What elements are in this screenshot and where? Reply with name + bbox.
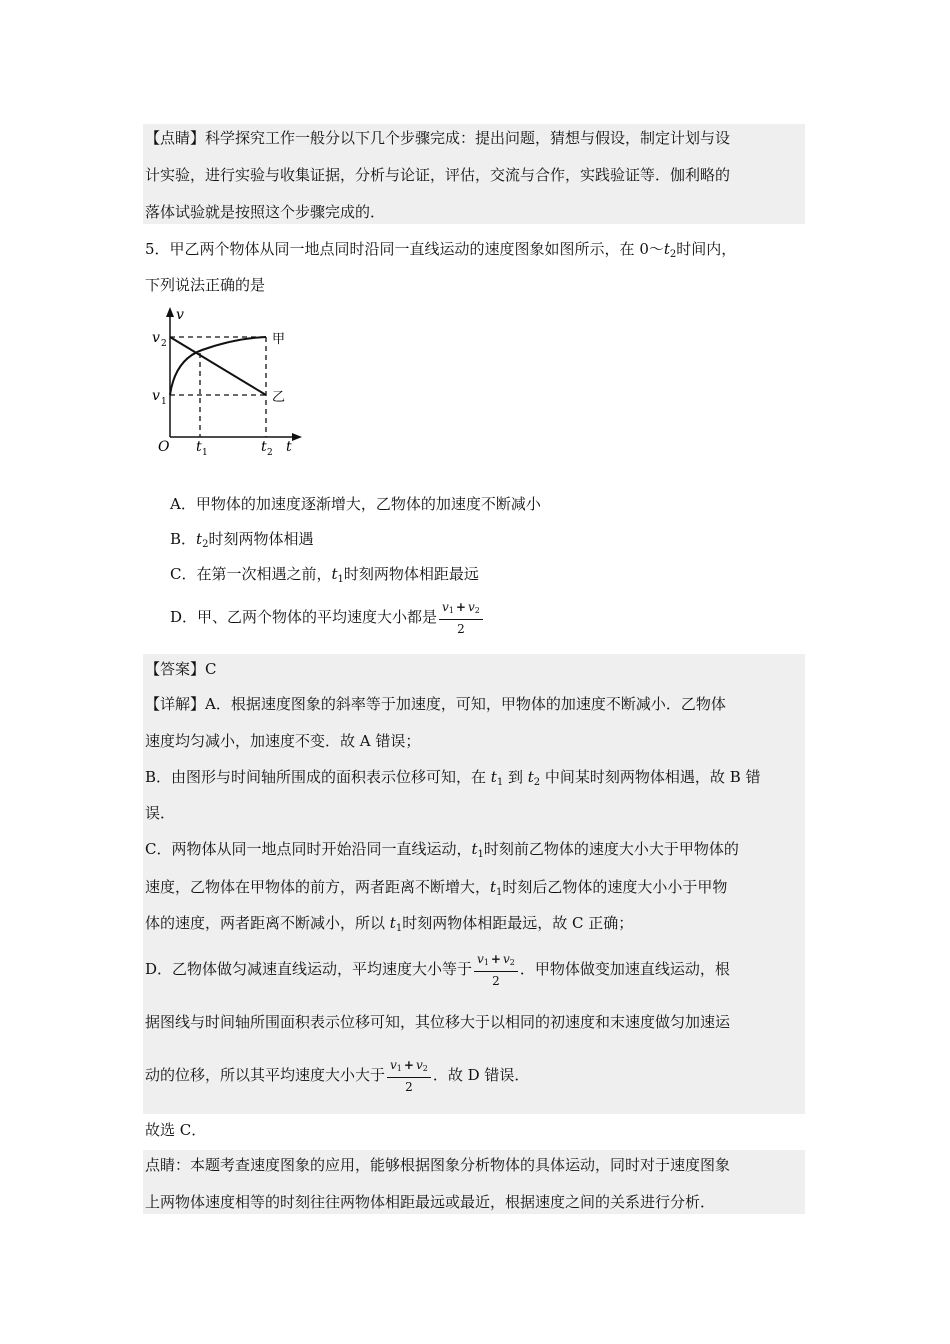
question-line-1 (145, 239, 736, 265)
graph-label-jia: 甲 (272, 332, 286, 347)
graph-label-v2-sub: 2 (161, 339, 167, 349)
graph-label-v1-sub: 1 (161, 397, 167, 407)
fraction-avg-velocity: $\frac{v_1 + v_2}{2}$ (387, 1058, 431, 1094)
detail-b-t1: t (490, 768, 497, 786)
option-b-pre: B． (170, 530, 197, 548)
question-t2: t (663, 240, 670, 258)
detail-b-line-2: 误． (145, 804, 176, 822)
detail-c3-post: 时刻两物体相距最远，故 C 正确； (402, 914, 634, 932)
dianjing-line-2: 计实验，进行实验与收集证据，分析与论证，评估，交流与合作，实践验证等．伽利略的 (145, 166, 731, 184)
detail-b-mid: 到 (503, 768, 528, 786)
detail-d1-post: ．甲物体做变加速直线运动，根 (519, 960, 730, 978)
option-c-t: t (331, 565, 338, 583)
graph-label-v1: v (152, 388, 160, 404)
detail-c3-pre: 体的速度，两者距离不断减小，所以 (145, 914, 390, 932)
question-text-pre: 5．甲乙两个物体从同一地点同时沿同一直线运动的速度图象如图所示，在 0～ (145, 240, 664, 258)
detail-c1-pre: C．两物体从同一地点同时开始沿同一直线运动， (145, 840, 472, 858)
question-line-2: 下列说法正确的是 (145, 276, 266, 294)
dianjing-line-3: 落体试验就是按照这个步骤完成的． (145, 203, 386, 221)
graph-label-yi: 乙 (272, 390, 286, 405)
detail-b-t2: t (527, 768, 534, 786)
option-a: A．甲物体的加速度逐渐增大，乙物体的加速度不断减小 (170, 495, 541, 513)
detail-c2-post: 时刻后乙物体的速度大小小于甲物 (502, 878, 728, 896)
note-line-2: 上两物体速度相等的时刻往往两物体相距最远或最近，根据速度之间的关系进行分析． (145, 1193, 716, 1211)
detail-c1-post: 时刻前乙物体的速度大小大于甲物体的 (483, 840, 739, 858)
graph-label-origin: O (158, 439, 170, 455)
option-c-sub: 1 (337, 574, 344, 585)
detail-b-t2-sub: 2 (533, 777, 541, 788)
graph-label-t-axis: t (286, 439, 292, 455)
graph-label-t1-sub: 1 (202, 448, 208, 458)
detail-c1-t: t (471, 840, 478, 858)
detail-b-pre: B．由图形与时间轴所围成的面积表示位移可知，在 (145, 768, 491, 786)
option-b (170, 529, 313, 555)
graph-label-v-axis: v (176, 307, 184, 323)
answer-label: 【答案】C (145, 660, 217, 678)
detail-c-line-1 (145, 839, 739, 865)
detail-c-line-2 (145, 877, 727, 903)
option-d-pre: D．甲、乙两个物体的平均速度大小都是 (170, 608, 438, 626)
option-c-pre: C．在第一次相遇之前， (170, 565, 332, 583)
velocity-time-graph (150, 305, 310, 460)
detail-c3-sub: 1 (395, 923, 403, 934)
option-b-t: t (196, 530, 203, 548)
option-c (170, 564, 479, 590)
fraction-avg-velocity: $\frac{v_1 + v_2}{2}$ (474, 952, 518, 988)
choose-answer: 故选 C． (145, 1121, 207, 1139)
graph-label-t2: t (261, 439, 267, 455)
detail-c3-t: t (389, 914, 396, 932)
option-d (170, 599, 485, 636)
detail-line-2: 速度均匀减小，加速度不变．故 A 错误； (145, 732, 421, 750)
detail-d1-pre: D．乙物体做匀减速直线运动，平均速度大小等于 (145, 960, 473, 978)
detail-d-line-3 (145, 1056, 529, 1094)
question-t2-sub: 2 (669, 249, 677, 260)
graph-label-t1: t (196, 439, 202, 455)
detail-b-line-1 (145, 767, 761, 793)
detail-b-t1-sub: 1 (496, 777, 504, 788)
graph-label-v2: v (152, 330, 160, 346)
option-b-post: 时刻两物体相遇 (208, 530, 314, 548)
fraction-avg-velocity: $\frac{v_1 + v_2}{2}$ (439, 600, 483, 636)
detail-c2-sub: 1 (496, 887, 503, 898)
detail-c2-t: t (490, 878, 497, 896)
dianjing-line-1: 【点睛】科学探究工作一般分以下几个步骤完成：提出问题，猜想与假设，制定计划与设 (145, 129, 731, 147)
detail-d3-pre: 动的位移，所以其平均速度大小大于 (145, 1066, 386, 1084)
detail-d-line-1 (145, 950, 730, 988)
detail-d-line-2: 据图线与时间轴所围面积表示位移可知，其位移大于以相同的初速度和末速度做匀加速运 (145, 1013, 731, 1031)
detail-b-post: 中间某时刻两物体相遇，故 B 错 (540, 768, 761, 786)
question-text-post: 时间内， (676, 240, 737, 258)
graph-label-t2-sub: 2 (267, 448, 273, 458)
detail-line-1: 【详解】A．根据速度图象的斜率等于加速度，可知，甲物体的加速度不断减小．乙物体 (145, 695, 726, 713)
note-line-1: 点睛：本题考查速度图象的应用，能够根据图象分析物体的具体运动，同时对于速度图象 (145, 1156, 731, 1174)
detail-d3-post: ．故 D 错误． (432, 1066, 530, 1084)
option-b-sub: 2 (202, 539, 209, 550)
detail-c-line-3 (145, 913, 633, 939)
graph-t-axis-arrow (292, 433, 302, 441)
graph-v-axis-arrow (166, 307, 174, 317)
option-c-post: 时刻两物体相距最远 (343, 565, 479, 583)
detail-c1-sub: 1 (477, 849, 484, 860)
detail-c2-pre: 速度，乙物体在甲物体的前方，两者距离不断增大， (145, 878, 491, 896)
